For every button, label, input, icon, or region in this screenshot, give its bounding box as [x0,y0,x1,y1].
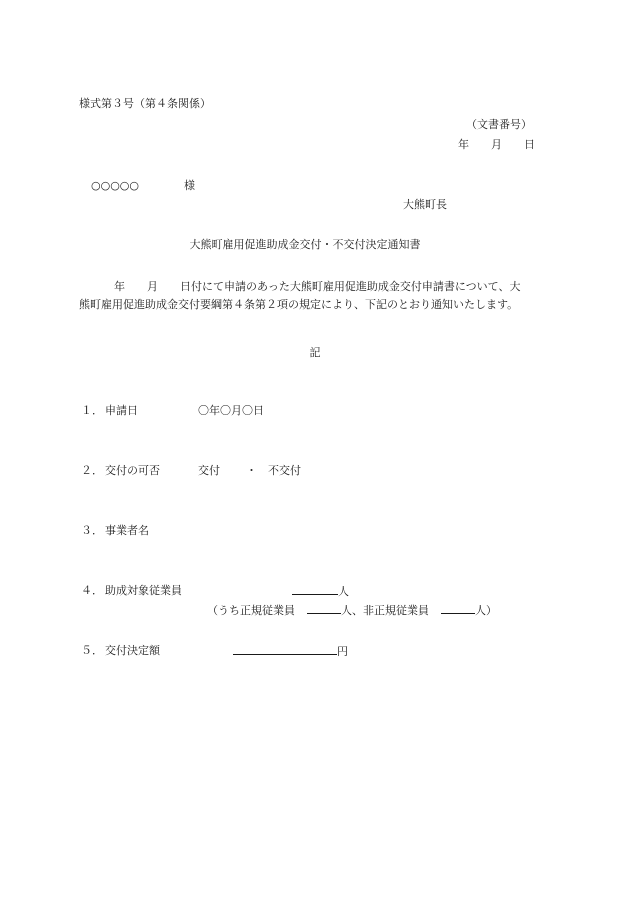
document-number: （文書番号） [466,118,532,131]
item-number: １． [81,404,103,417]
unit-yen: 円 [337,645,348,658]
form-number: 様式第３号（第４条関係） [79,97,211,110]
addressee-name: ○○○○○ [91,179,139,192]
item-number: ２． [81,464,103,477]
application-date-value: 〇年〇月〇日 [198,404,264,417]
item-label-approval: 交付の可否 [105,464,160,477]
eligible-employees-blank [292,584,349,599]
item-number: ３． [81,524,103,537]
regular-employees-label: （うち正規従業員 [207,604,295,617]
fill-in-underline [233,644,337,655]
item-label-application-date: 申請日 [105,404,138,417]
non-regular-employees-label: 人、非正規従業員 [341,604,429,617]
item-label-business-name: 事業者名 [105,524,149,537]
item-label-eligible-employees: 助成対象従業員 [105,584,182,597]
issue-date: 年 月 日 [458,138,535,151]
document-title: 大熊町雇用促進助成金交付・不交付決定通知書 [189,238,421,251]
item-label-grant-amount: 交付決定額 [105,644,160,657]
sender-name: 大熊町長 [403,198,447,211]
item-number: ５． [81,644,103,657]
closing-unit: 人） [475,604,497,617]
fill-in-underline [292,584,338,595]
employee-breakdown [207,603,497,618]
unit-persons: 人 [338,585,349,598]
addressee-honorific: 様 [184,179,195,192]
option-separator: ・ [246,464,257,477]
fill-in-underline [307,603,341,614]
grant-amount-blank [233,644,348,659]
item-number: ４． [81,584,103,597]
ki-heading: 記 [309,346,321,359]
option-no-grant: 不交付 [268,464,301,477]
body-line-2: 熊町雇用促進助成金交付要綱第４条第２項の規定により、下記のとおり通知いたします。 [79,298,519,311]
fill-in-underline [441,603,475,614]
option-grant: 交付 [198,464,220,477]
body-line-1: 年 月 日付にて申請のあった大熊町雇用促進助成金交付申請書について、大 [114,280,521,293]
